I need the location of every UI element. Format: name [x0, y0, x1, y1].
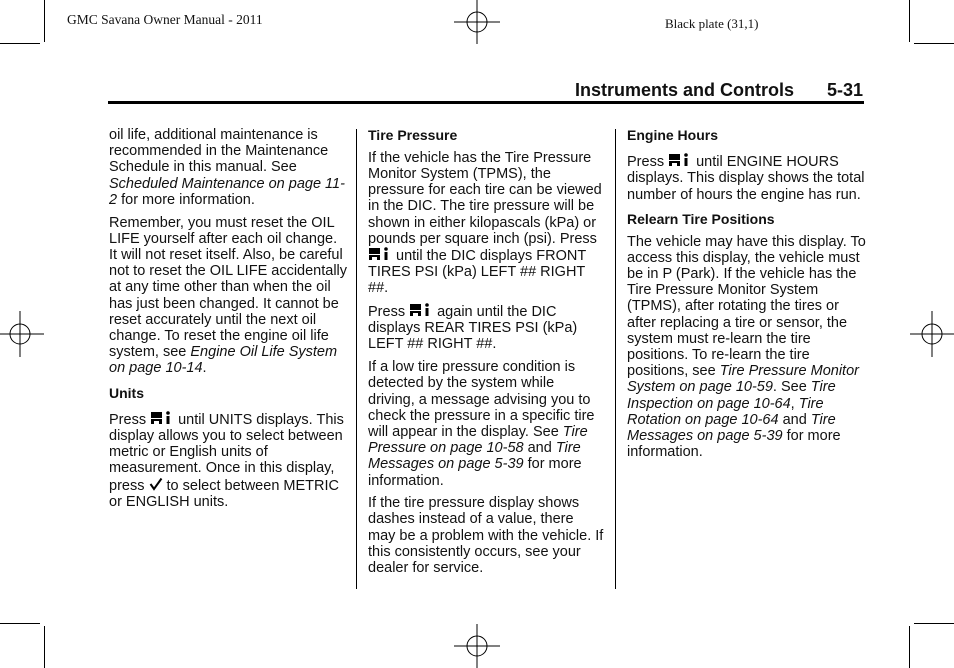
slug-right: Black plate (31,1) [665, 16, 759, 31]
slug-left: GMC Savana Owner Manual - 2011 [67, 12, 263, 27]
section-heading: Tire Pressure [368, 127, 458, 143]
column-1 [109, 127, 349, 516]
crop-mark [914, 623, 954, 624]
registration-crosshair-icon [0, 311, 46, 357]
cross-reference[interactable]: Tire Inspection on page 10-64 [627, 379, 836, 412]
vehicle-information-button-icon [150, 411, 174, 425]
paragraph: If the vehicle has the Tire Pressure Monitor System (TPMS), the pressure for each tire can be viewed in the DIC. The tire pressure will be shown in either kilopascals (kPa) or pounds per square inch (psi). Press until the DIC displays FRONT TIRES PSI (kPa) LEFT ## RIGHT ##. [368, 149, 602, 297]
cross-reference[interactable]: Tire Pressure on page 10-58 [368, 423, 588, 457]
paragraph: oil life, additional maintenance is recommended in the Maintenance Schedule in this manual. See Scheduled Maintenance on page 11-2 for more information. [109, 127, 345, 208]
column-3 [627, 127, 867, 467]
cross-reference[interactable]: Tire Messages on page 5-39 [627, 411, 836, 444]
registration-crosshair-icon [454, 622, 500, 668]
cross-reference[interactable]: Engine Oil Life System on page 10-14 [109, 344, 338, 377]
paragraph: Press until UNITS displays. This display allows you to select between metric or English units of measurement. Once in this display, press to select between METRIC or ENGLISH units. [109, 411, 344, 510]
crop-mark [44, 0, 45, 42]
crop-mark [44, 626, 45, 668]
paragraph: Press again until the DIC displays REAR TIRES PSI (kPa) LEFT ## RIGHT ##. [368, 304, 578, 353]
crop-mark [0, 43, 40, 44]
vehicle-information-button-icon [368, 247, 392, 261]
paragraph: Press until ENGINE HOURS displays. This display shows the total number of hours the engine has run. [627, 154, 865, 203]
cross-reference[interactable]: Tire Messages on page 5-39 [368, 440, 581, 473]
checkmark-set-reset-icon [149, 477, 163, 491]
header-rule [108, 101, 864, 104]
cross-reference[interactable]: Tire Pressure Monitor System on page 10-59 [627, 363, 859, 396]
column-divider [356, 129, 357, 589]
cross-reference[interactable]: Scheduled Maintenance on page 11-2 [109, 175, 345, 208]
page-title: Instruments and Controls [574, 80, 794, 100]
crop-mark [0, 623, 40, 624]
paragraph: Remember, you must reset the OIL LIFE yourself after each oil change. It will not reset itself. Also, be careful not to reset the OIL LIFE accidentally at any time other than when the oil has just been changed. It cannot be reset accurately until the next oil change. To reset the engine oil life system, see Engine Oil Life System on page 10-14. [109, 214, 348, 377]
paragraph: The vehicle may have this display. To access this display, the vehicle must be in P (Park). If the vehicle has the Tire Pressure Monitor System (TPMS), after rotating the tires or after replacing a tire or sensor, the system must re-learn the tire positions. To re-learn the tire positions, see Tire Pressure Monitor System on page 10-59. See Tire Inspection on page 10-64, Tire Rotation on page 10-64 and Tire Messages on page 5-39 for more information. [627, 233, 866, 461]
registration-crosshair-icon [908, 311, 954, 357]
section-heading: Engine Hours [627, 127, 719, 143]
crop-mark [914, 43, 954, 44]
paragraph: If a low tire pressure condition is detected by the system while driving, a message advising you to check the pressure in a specific tire will appear in the display. See Tire Pressure on page 10-58 and Tire Messages on page 5-39 for more information. [368, 359, 595, 489]
column-divider [615, 129, 616, 589]
registration-crosshair-icon [454, 0, 500, 46]
vehicle-information-button-icon [409, 303, 433, 317]
paragraph: If the tire pressure display shows dashes instead of a value, there may be a problem with the vehicle. If this consistently occurs, see your dealer for service. [368, 495, 604, 577]
cross-reference[interactable]: Tire Rotation on page 10-64 [627, 395, 824, 428]
section-heading: Relearn Tire Positions [627, 210, 775, 227]
vehicle-information-button-icon [668, 153, 692, 167]
crop-mark [909, 0, 910, 42]
page-number: 5-31 [826, 80, 863, 100]
crop-mark [909, 626, 910, 668]
section-heading: Units [109, 384, 144, 401]
column-2 [368, 127, 604, 583]
